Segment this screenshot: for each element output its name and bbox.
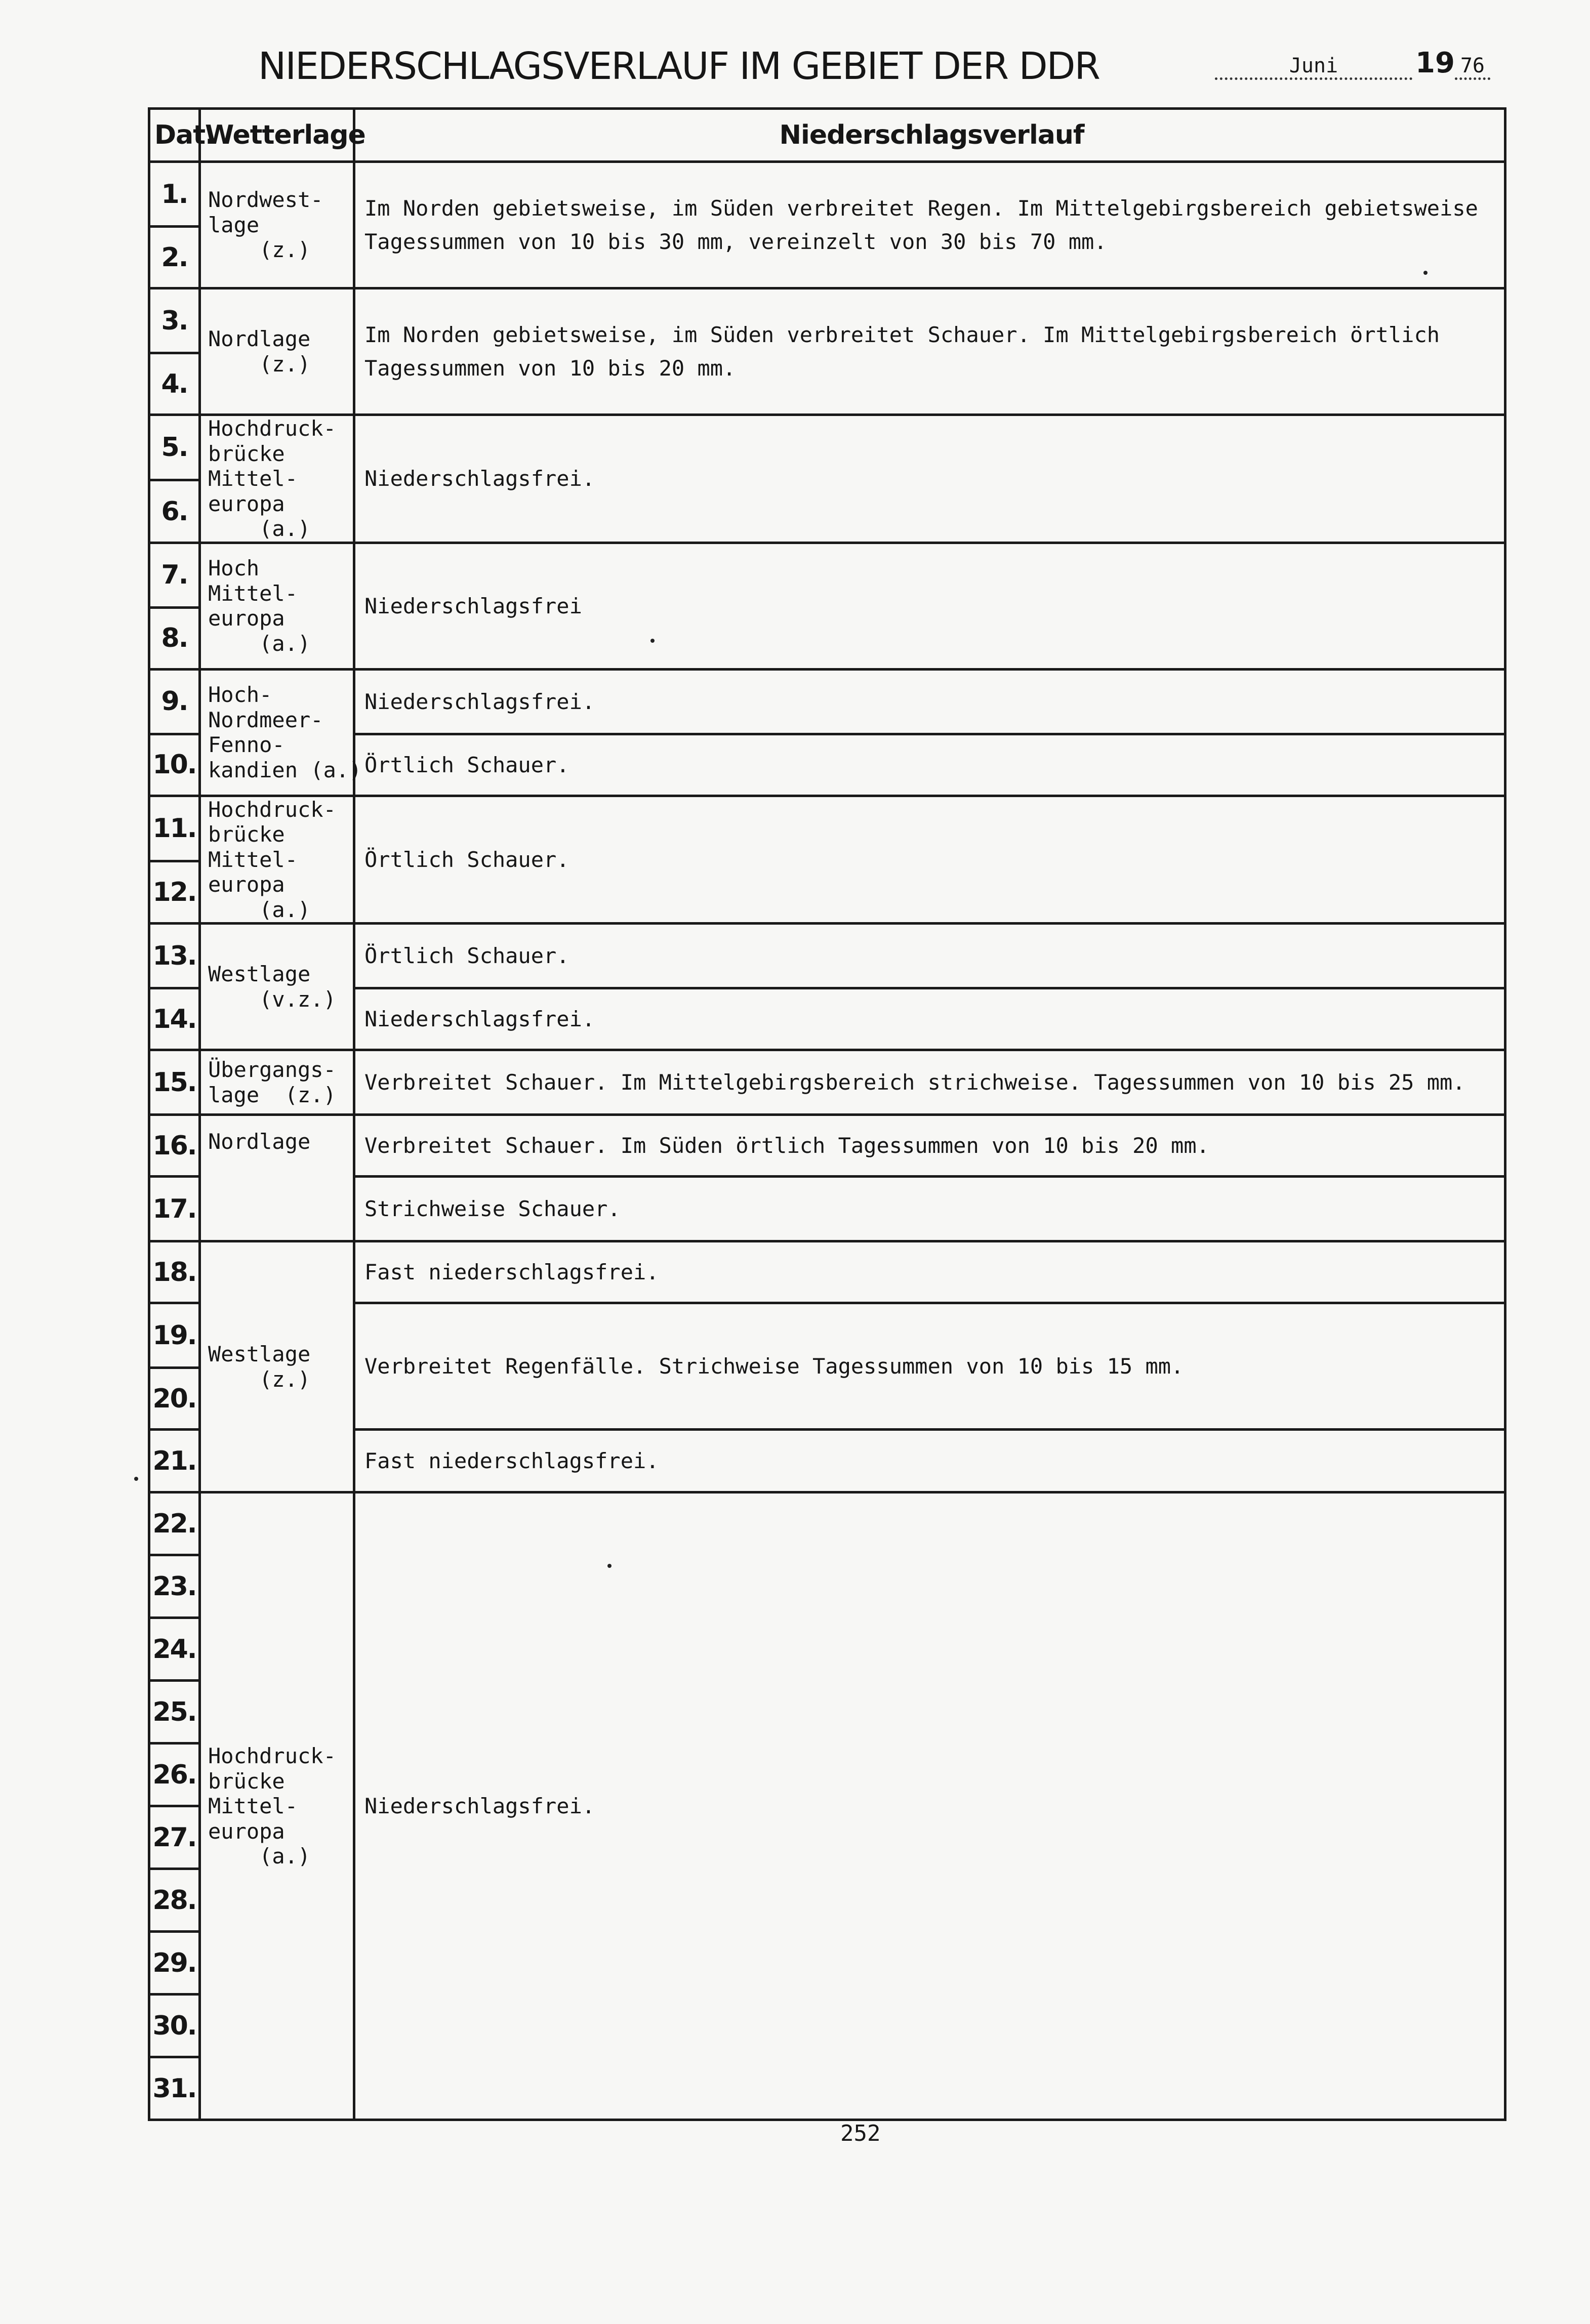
table-row (149, 796, 1505, 861)
day-number: 23. (149, 1555, 200, 1618)
day-number: 10. (149, 734, 200, 796)
day-number: 9. (149, 669, 200, 734)
table-row (149, 1241, 1505, 1303)
precipitation-text: Verbreitet Regenfälle. Strichweise Tagessummen von 10 bis 15 mm. (354, 1303, 1505, 1430)
year-prefix: 19 (1415, 47, 1455, 79)
precipitation-text: Niederschlagsfrei. (354, 415, 1505, 543)
precipitation-text: Fast niederschlagsfrei. (354, 1241, 1505, 1303)
day-number: 7. (149, 543, 200, 607)
scan-speck (134, 1477, 138, 1481)
table-row (149, 669, 1505, 734)
month-field (1215, 54, 1412, 80)
weather-type: Hoch Mittel- europa (a.) (200, 543, 354, 669)
day-number: 31. (149, 2057, 200, 2120)
day-number: 21. (149, 1430, 200, 1492)
table-row (149, 162, 1505, 227)
scan-speck (607, 1564, 611, 1568)
day-number: 22. (149, 1492, 200, 1555)
precipitation-text: Strichweise Schauer. (354, 1177, 1505, 1241)
day-number: 8. (149, 607, 200, 669)
table-row (149, 543, 1505, 607)
precipitation-text: Verbreitet Schauer. Im Mittelgebirgsbereich strichweise. Tagessummen von 10 bis 25 mm. (354, 1050, 1505, 1115)
day-number: 2. (149, 227, 200, 288)
day-number: 17. (149, 1177, 200, 1241)
day-number: 27. (149, 1806, 200, 1869)
day-number: 4. (149, 353, 200, 415)
day-number: 30. (149, 1995, 200, 2057)
month-value: Juni (1289, 54, 1338, 77)
table-row (149, 288, 1505, 353)
scan-speck (1423, 271, 1428, 275)
precipitation-text: Niederschlagsfrei. (354, 988, 1505, 1050)
day-number: 18. (149, 1241, 200, 1303)
table-row (149, 415, 1505, 480)
weather-type: Hochdruck- brücke Mittel- europa (a.) (200, 1492, 354, 2120)
table-row (149, 1492, 1505, 1555)
precipitation-text: Im Norden gebietsweise, im Süden verbreitet Regen. Im Mittelgebirgsbereich gebietsweise Tagessummen von 10 bis 30 mm, vereinzelt von 30 bis 70 mm. (354, 162, 1505, 288)
day-number: 15. (149, 1050, 200, 1115)
precipitation-table (148, 107, 1506, 2121)
precipitation-text: Niederschlagsfrei. (354, 669, 1505, 734)
table-row (149, 1050, 1505, 1115)
column-header-weather: Wetterlage (200, 109, 354, 162)
weather-type: Nordwest- lage (z.) (200, 162, 354, 288)
weather-type: Westlage (z.) (200, 1241, 354, 1492)
day-number: 28. (149, 1869, 200, 1932)
day-number: 16. (149, 1115, 200, 1177)
month-year-line (1215, 47, 1490, 80)
weather-type: Nordlage (z.) (200, 288, 354, 415)
weather-type: Hochdruck- brücke Mittel- europa (a.) (200, 796, 354, 924)
weather-type: Westlage (v.z.) (200, 924, 354, 1050)
precipitation-text: Örtlich Schauer. (354, 734, 1505, 796)
day-number: 13. (149, 924, 200, 988)
precipitation-text: Verbreitet Schauer. Im Süden örtlich Tagessummen von 10 bis 20 mm. (354, 1115, 1505, 1177)
day-number: 5. (149, 415, 200, 480)
page-title: NIEDERSCHLAGSVERLAUF IM GEBIET DER DDR (258, 45, 1099, 88)
precipitation-text: Im Norden gebietsweise, im Süden verbreitet Schauer. Im Mittelgebirgsbereich örtlich Tagessummen von 10 bis 20 mm. (354, 288, 1505, 415)
precipitation-text: Fast niederschlagsfrei. (354, 1430, 1505, 1492)
header-row (149, 109, 1505, 162)
weather-type: Hoch- Nordmeer- Fenno- kandien (a.) (200, 669, 354, 796)
day-number: 12. (149, 861, 200, 924)
table-row (149, 1115, 1505, 1177)
table-row (149, 924, 1505, 988)
day-number: 19. (149, 1303, 200, 1368)
day-number: 14. (149, 988, 200, 1050)
page-number: 252 (840, 2121, 881, 2146)
day-number: 6. (149, 480, 200, 543)
year-suffix: 76 (1460, 54, 1485, 77)
column-header-date: Dat. (149, 109, 200, 162)
day-number: 26. (149, 1744, 200, 1806)
day-number: 29. (149, 1932, 200, 1995)
weather-type: Hochdruck- brücke Mittel- europa (a.) (200, 415, 354, 543)
weather-type: Nordlage (200, 1115, 354, 1241)
precipitation-text: Örtlich Schauer. (354, 924, 1505, 988)
day-number: 25. (149, 1681, 200, 1744)
year-field (1455, 54, 1490, 80)
precipitation-text: Örtlich Schauer. (354, 796, 1505, 924)
day-number: 3. (149, 288, 200, 353)
weather-type: Übergangs- lage (z.) (200, 1050, 354, 1115)
precipitation-text: Niederschlagsfrei (354, 543, 1505, 669)
day-number: 11. (149, 796, 200, 861)
scan-speck (650, 639, 655, 643)
day-number: 1. (149, 162, 200, 227)
column-header-course: Niederschlagsverlauf (354, 109, 1505, 162)
day-number: 24. (149, 1618, 200, 1681)
precipitation-text: Niederschlagsfrei. (354, 1492, 1505, 2120)
day-number: 20. (149, 1368, 200, 1430)
